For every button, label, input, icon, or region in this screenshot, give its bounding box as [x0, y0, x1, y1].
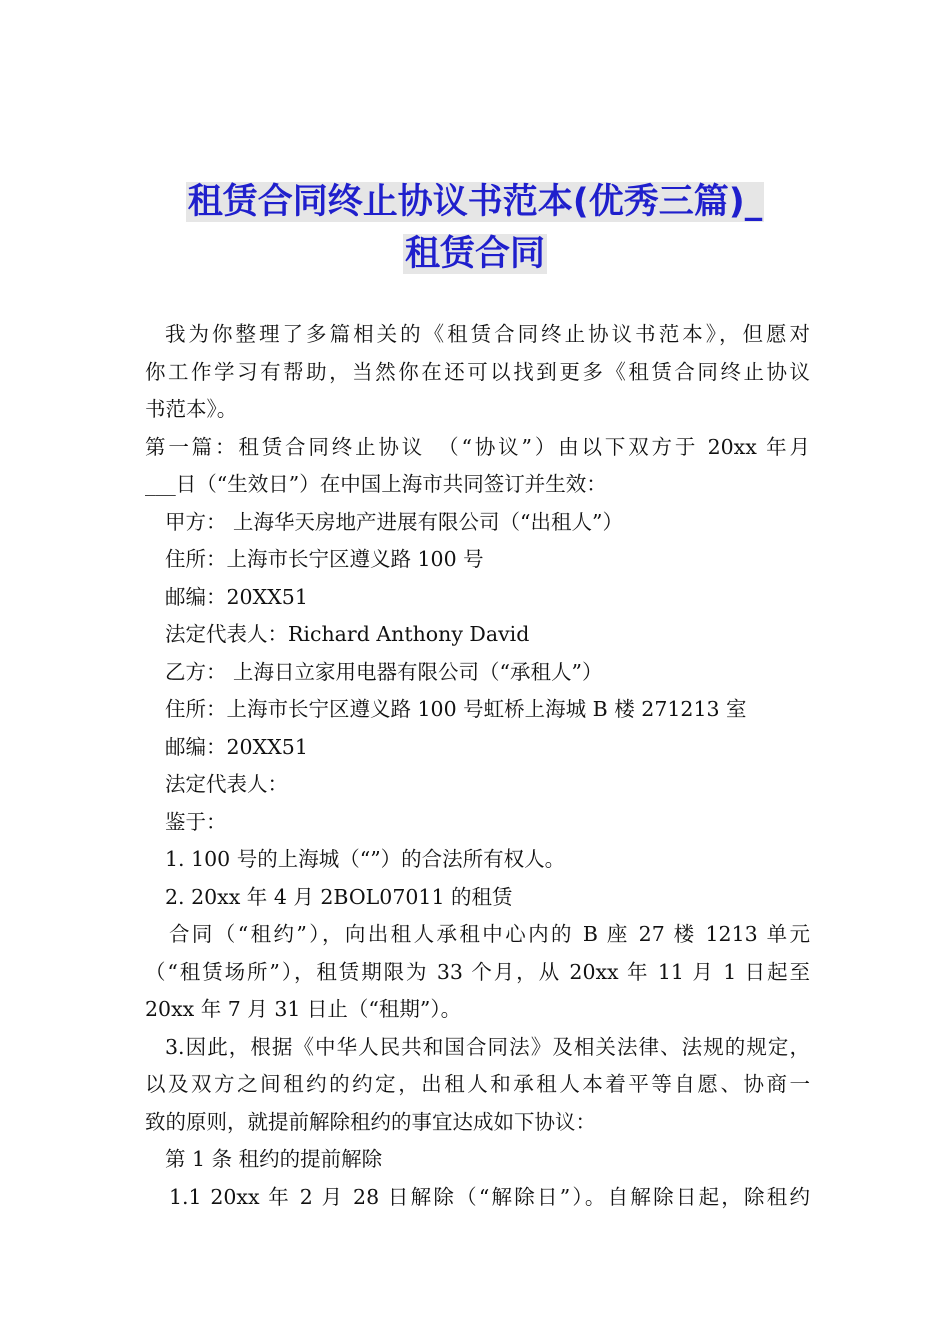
- paragraph-line: ___日（“生效日”）在中国上海市共同签订并生效：: [145, 472, 607, 496]
- paragraph-line: 法定代表人：Richard Anthony David: [165, 622, 530, 646]
- paragraph-line: 鉴于：: [165, 809, 227, 834]
- paragraph-line: 乙方： 上海日立家用电器有限公司（“承租人”）: [165, 659, 603, 684]
- paragraph-line: 20xx 年 7 月 31 日止（“租期”）。: [145, 997, 462, 1021]
- document-title: [120, 176, 830, 280]
- paragraph-line: 法定代表人：: [165, 772, 288, 796]
- paragraph-line: 合同（“租约”），向出租人承租中心内的 B 座 27 楼 1213 单元: [169, 922, 810, 946]
- document-body: [145, 316, 810, 1216]
- paragraph-line: 致的原则，就提前解除租约的事宜达成如下协议：: [145, 1109, 596, 1134]
- paragraph-line: 以及双方之间租约的约定，出租人和承租人本着平等自愿、协商一: [145, 1072, 810, 1096]
- title-line-2: 租赁合同: [404, 234, 545, 274]
- paragraph-line: 邮编：20XX51: [165, 584, 308, 609]
- paragraph-line: 第 1 条 租约的提前解除: [165, 1147, 383, 1171]
- paragraph-line: 邮编：20XX51: [165, 734, 308, 759]
- paragraph-line: 住所：上海市长宁区遵义路 100 号虹桥上海城 B 楼 271213 室: [165, 697, 747, 721]
- paragraph-line: 我为你整理了多篇相关的《租赁合同终止协议书范本》，但愿对: [165, 322, 810, 346]
- paragraph-line: 2. 20xx 年 4 月 2BOL07011 的租赁: [165, 884, 513, 909]
- paragraph-line: 1. 100 号的上海城（“”）的合法所有权人。: [165, 847, 566, 871]
- paragraph-line: 住所：上海市长宁区遵义路 100 号: [165, 547, 484, 571]
- paragraph-line: 甲方： 上海华天房地产进展有限公司（“出租人”）: [165, 509, 623, 534]
- paragraph-line: （“租赁场所”），租赁期限为 33 个月，从 20xx 年 11 月 1 日起至: [145, 959, 810, 984]
- paragraph-line: 第一篇：租赁合同终止协议 （“协议”）由以下双方于 20xx 年月: [145, 434, 810, 459]
- paragraph-line: 书范本》。: [145, 397, 238, 421]
- paragraph-line: 3.因此，根据《中华人民共和国合同法》及相关法律、法规的规定，: [165, 1034, 810, 1059]
- paragraph-line: 1.1 20xx 年 2 月 28 日解除（“解除日”）。自解除日起，除租约: [169, 1184, 810, 1209]
- paragraph-line: 你工作学习有帮助，当然你在还可以找到更多《租赁合同终止协议: [145, 359, 810, 384]
- title-line-1: 租赁合同终止协议书范本(优秀三篇)_: [187, 182, 763, 222]
